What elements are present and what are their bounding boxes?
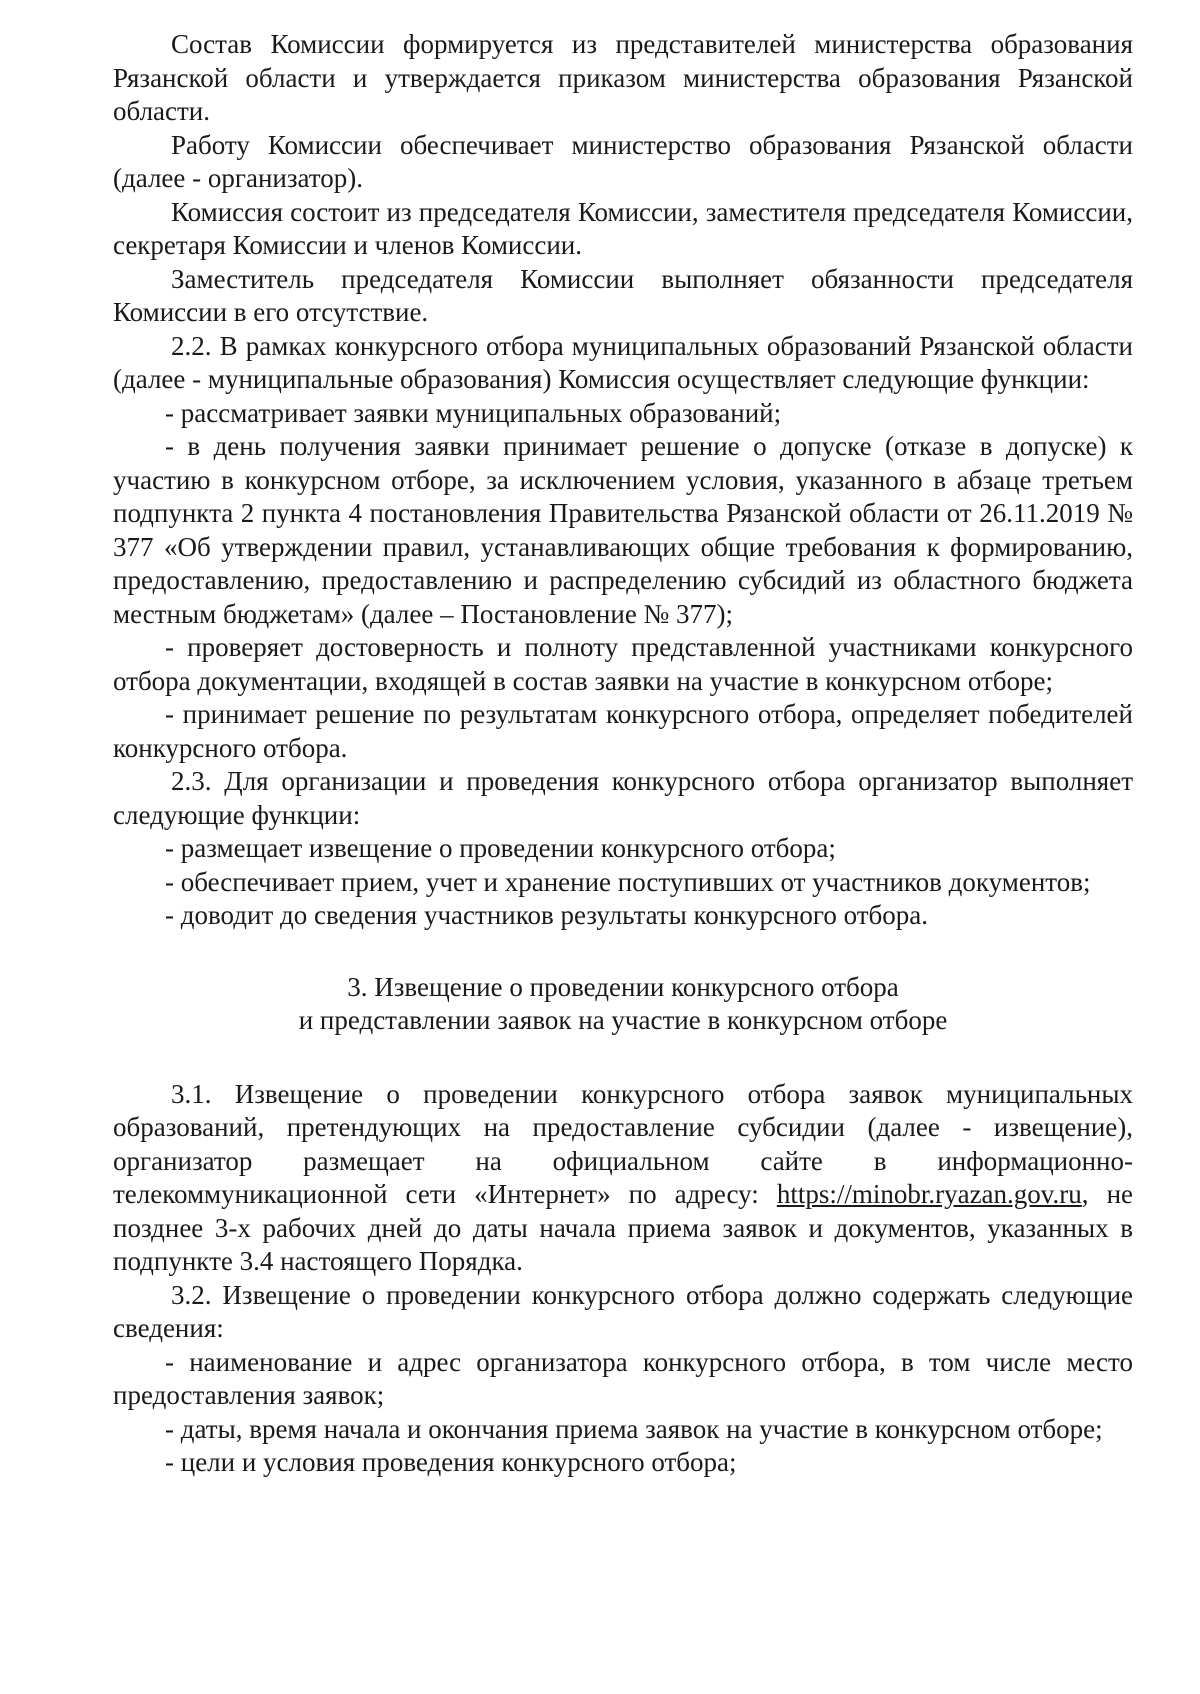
ministry-website-link[interactable]: https://minobr.ryazan.gov.ru — [776, 1179, 1082, 1209]
paragraph-commission-composition: Состав Комиссии формируется из представителей министерства образования Рязанской области и утверждается приказом министерства образования Рязанской области. — [113, 29, 1133, 126]
paragraph-3-1 — [113, 1078, 1133, 1279]
paragraph-3-1-text-end: , не позднее 3-х рабочих дней до даты начала приема заявок и документов, указанных в подпункте 3.4 настоящего Порядка. — [113, 1179, 1134, 1276]
list-item-publish-notice: - размещает извещение о проведении конкурсного отбора; — [165, 833, 836, 863]
paragraph-commission-members: Комиссия состоит из председателя Комиссии, заместителя председателя Комиссии, секретаря Комиссии и членов Комиссии. — [113, 196, 1133, 260]
paragraph-2-2: 2.2. В рамках конкурсного отбора муниципальных образований Рязанской области (далее - муниципальные образования) Комиссия осуществляет следующие функции: — [113, 330, 1133, 394]
section-3-heading-line-1: 3. Извещение о проведении конкурсного отбора — [347, 971, 899, 1002]
list-item-review-applications: - рассматривает заявки муниципальных образований; — [165, 397, 782, 428]
list-item-goals-conditions: - цели и условия проведения конкурсного отбора; — [165, 1447, 737, 1477]
list-item-admission-decision: - в день получения заявки принимает решение о допуске (отказе в допуске) к участию в конкурсном отборе, за исключением условия, указанного в абзаце третьем подпункта 2 пункта 4 постановления Правительства Рязанской области от 26.11.2019 № 377 «Об утверждении правил, устанавливающих общие требования к формированию, предоставлению, предоставлению и распределению субсидий из областного бюджета местным бюджетам» (далее – Постановление № 377); — [113, 431, 1133, 629]
list-item-communicate-results: - доводит до сведения участников результаты конкурсного отбора. — [165, 900, 928, 930]
paragraph-deputy-chair: Заместитель председателя Комиссии выполняет обязанности председателя Комиссии в его отсутствие. — [113, 263, 1133, 327]
list-item-receive-documents: - обеспечивает прием, учет и хранение поступивших от участников документов; — [165, 866, 1091, 897]
list-item-organizer-name-address: - наименование и адрес организатора конкурсного отбора, в том числе место предоставления заявок; — [113, 1346, 1133, 1410]
list-item-verify-documents: - проверяет достоверность и полноту представленной участниками конкурсного отбора документации, входящей в состав заявки на участие в конкурсном отборе; — [113, 632, 1133, 696]
paragraph-3-2: 3.2. Извещение о проведении конкурсного отбора должно содержать следующие сведения: — [113, 1279, 1133, 1343]
document-page — [113, 28, 1133, 1480]
paragraph-3-1-text-start: 3.1. Извещение о проведении конкурсного отбора заявок муниципальных образований, претендующих на предоставление субсидии (далее - извещение), организатор размещает на официальном сайте в информационно-телекоммуникационной сети «Интернет» по адресу: — [113, 1078, 1133, 1209]
list-item-results-decision: - принимает решение по результатам конкурсного отбора, определяет победителей конкурсного отбора. — [113, 699, 1133, 763]
section-3-heading — [113, 971, 1133, 1038]
paragraph-2-3: 2.3. Для организации и проведения конкурсного отбора организатор выполняет следующие функции: — [113, 766, 1133, 830]
list-item-dates-times: - даты, время начала и окончания приема заявок на участие в конкурсном отборе; — [165, 1413, 1103, 1444]
section-3-heading-line-2: и представлении заявок на участие в конкурсном отборе — [298, 1005, 948, 1035]
paragraph-commission-support: Работу Комиссии обеспечивает министерство образования Рязанской области (далее - организатор). — [113, 129, 1133, 193]
